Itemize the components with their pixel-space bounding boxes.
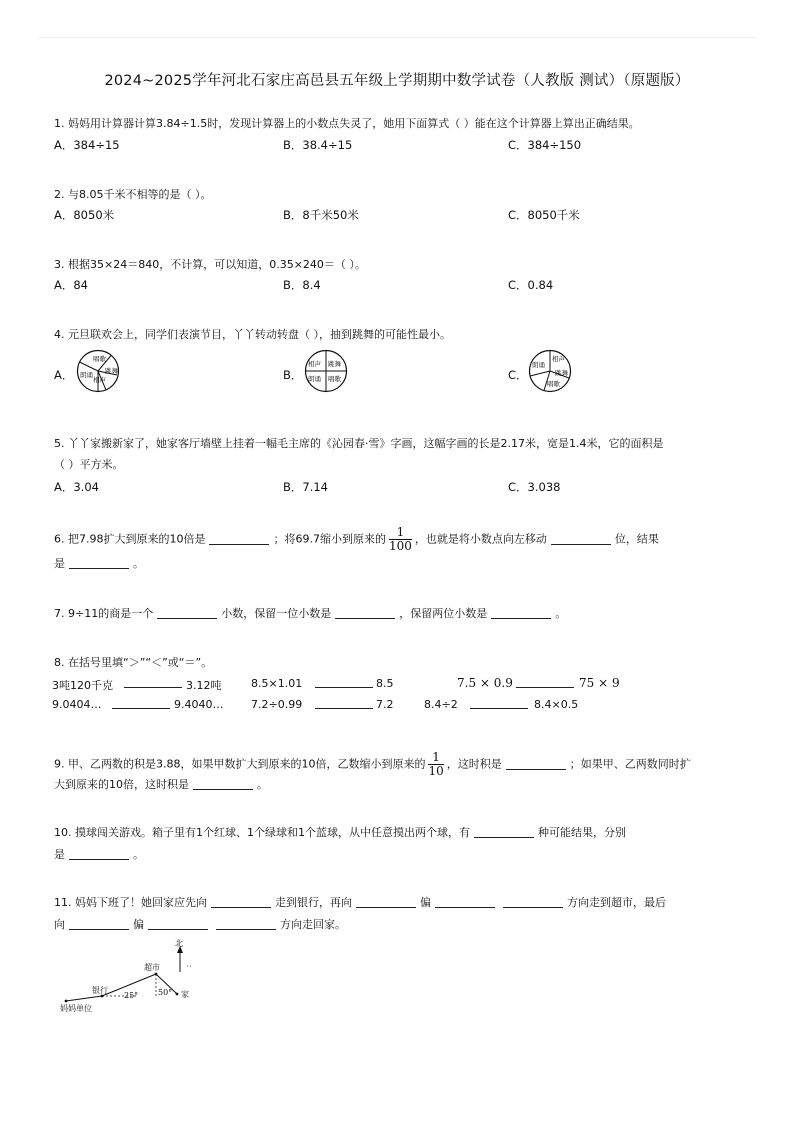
q4-spinner-a[interactable] [76,349,120,393]
pie-b-label-dance: 跳舞 [328,360,341,368]
q9-fraction: $\frac{1}{10}$ [428,750,444,778]
q6-fraction: $\frac{1}{100}$ [388,525,412,553]
q11-blank-3[interactable] [435,897,495,908]
q8-blank-2[interactable] [315,677,373,688]
question-8: 8. 在括号里填“＞”“＜”或“＝”。 [54,656,213,669]
pie-a-label-dance: 跳舞 [105,367,118,375]
map-work-label: 妈妈单位 [60,1004,92,1013]
question-2: 2. 与8.05千米不相等的是（ ）。 [54,188,212,201]
question-3: 3. 根据35×24＝840，不计算，可以知道，0.35×240＝（ ）。 [54,258,366,271]
q2-options [54,207,754,223]
q4-spinner-b[interactable] [304,349,348,393]
q9-blank-1[interactable] [506,759,566,770]
q5-options [54,479,754,495]
pie-a-label-recite: 朗诵 [80,371,93,379]
pie-b-label-sing: 唱歌 [328,375,341,383]
pie-b-label-recite: 朗诵 [308,375,321,383]
q9-blank-2[interactable] [193,779,253,790]
q6-blank-3[interactable] [69,558,129,569]
q8-blank-3[interactable] [516,677,574,688]
q8-row-1: 3吨120千克 3.12吨 8.5×1.01 8.5 7.5 × 0.9 75 × 9 [52,676,620,692]
question-10-line-1: 10. 摸球闯关游戏。箱子里有1个红球、1个绿球和1个蓝球，从中任意摸出两个球，有 种可能结果，分别 [54,826,626,839]
q10-blank-2[interactable] [69,849,129,860]
q2-option-b[interactable]: B．8千米50米 [283,208,359,222]
pie-c-label-crosstalk: 相声 [552,355,565,363]
question-5-line-2: （ ）平方米。 [54,458,124,471]
q8-row-2: 9.0404… 9.4040… 7.2÷0.99 7.2 8.4÷2 8.4×0.5 [52,698,579,711]
q5-option-a[interactable]: A．3.04 [54,480,99,494]
map-market-label: 超市 [144,963,160,972]
q6-blank-1[interactable] [209,534,269,545]
q5-option-b[interactable]: B．7.14 [283,480,328,494]
map-angle-50: 50° [158,988,173,997]
question-10-line-2: 是 。 [54,848,144,861]
q4-spinner-c[interactable] [528,349,572,393]
q5-option-c[interactable]: C．3.038 [508,480,561,494]
q3-option-c[interactable]: C．0.84 [508,278,554,292]
q8-blank-4[interactable] [112,698,170,709]
question-5-line-1: 5. 丫丫家搬新家了，她家客厅墙壁上挂着一幅毛主席的《沁园春·雪》字画，这幅字画的长是2.17米，宽是1.4米，它的面积是 [54,437,664,450]
pie-a-label-sing: 唱歌 [93,355,106,363]
q8-blank-5[interactable] [315,698,373,709]
q7-blank-2[interactable] [335,608,395,619]
q4-option-b[interactable]: B． [283,368,303,382]
q6-blank-2[interactable] [551,534,611,545]
question-9-line-2: 大到原来的10倍，这时积是 。 [54,778,268,791]
q4-option-c[interactable]: C． [508,368,528,382]
q3-option-b[interactable]: B．8.4 [283,278,321,292]
q1-option-b[interactable]: B．38.4÷15 [283,138,353,152]
map-angle-25: 25° [124,991,139,1000]
q1-option-a[interactable]: A．384÷15 [54,138,120,152]
question-7: 7. 9÷11的商是一个 小数，保留一位小数是 ，保留两位小数是 。 [54,607,567,620]
question-6-line-2: 是 。 [54,557,144,570]
q8-blank-1[interactable] [124,677,182,688]
q10-blank-1[interactable] [474,827,534,838]
q3-option-a[interactable]: A．84 [54,278,89,292]
q4-option-a[interactable]: A． [54,368,74,382]
q2-option-a[interactable]: A．8050米 [54,208,115,222]
map-home-label: 家 [181,990,189,999]
pie-a-label-crosstalk: 相声 [93,376,106,384]
header-divider [38,37,756,38]
pie-c-label-sing: 唱歌 [547,380,560,388]
q3-options [54,277,754,293]
q11-blank-7[interactable] [216,919,276,930]
page-title: 2024~2025学年河北石家庄高邑县五年级上学期期中数学试卷（人教版 测试）（原题版） [104,73,690,89]
question-11-line-2: 向 偏 方向走回家。 [54,918,346,931]
map-north-label: 北 [175,939,183,948]
q1-options [54,137,754,153]
q1-option-c[interactable]: C．384÷150 [508,138,582,152]
q11-blank-4[interactable] [503,897,563,908]
pie-c-label-recite: 朗诵 [532,361,545,369]
map-bank-label: 银行 [92,986,108,995]
q11-route-map [56,938,216,1018]
q11-blank-5[interactable] [69,919,129,930]
q7-blank-1[interactable] [157,608,217,619]
pie-c-label-dance: 跳舞 [555,369,568,377]
question-1: 1. 妈妈用计算器计算3.84÷1.5时，发现计算器上的小数点失灵了，她用下面算式（ ）能在这个计算器上算出正确结果。 [54,117,640,130]
q2-option-c[interactable]: C．8050千米 [508,208,580,222]
q11-blank-2[interactable] [356,897,416,908]
question-11-line-1: 11. 妈妈下班了！她回家应先向 走到银行，再向 偏 方向走到超市，最后 [54,896,666,909]
question-4: 4. 元旦联欢会上，同学们表演节目，丫丫转动转盘（ ），抽到跳舞的可能性最小。 [54,328,451,341]
pie-b-label-crosstalk: 相声 [308,360,321,368]
q8-blank-6[interactable] [470,698,528,709]
q7-blank-3[interactable] [491,608,551,619]
q11-blank-6[interactable] [148,919,208,930]
q11-blank-1[interactable] [211,897,271,908]
question-6-line-1: 6. 把7.98扩大到原来的10倍是 ；将69.7缩小到原来的 $\frac{1}{100}$ ，也就是将小数点向左移动 位，结果 [54,525,659,553]
question-9-line-1: 9. 甲、乙两数的积是3.88，如果甲数扩大到原来的10倍，乙数缩小到原来的 $\frac{1}{10}$ ，这时积是 ；如果甲、乙两数同时扩 [54,750,691,778]
